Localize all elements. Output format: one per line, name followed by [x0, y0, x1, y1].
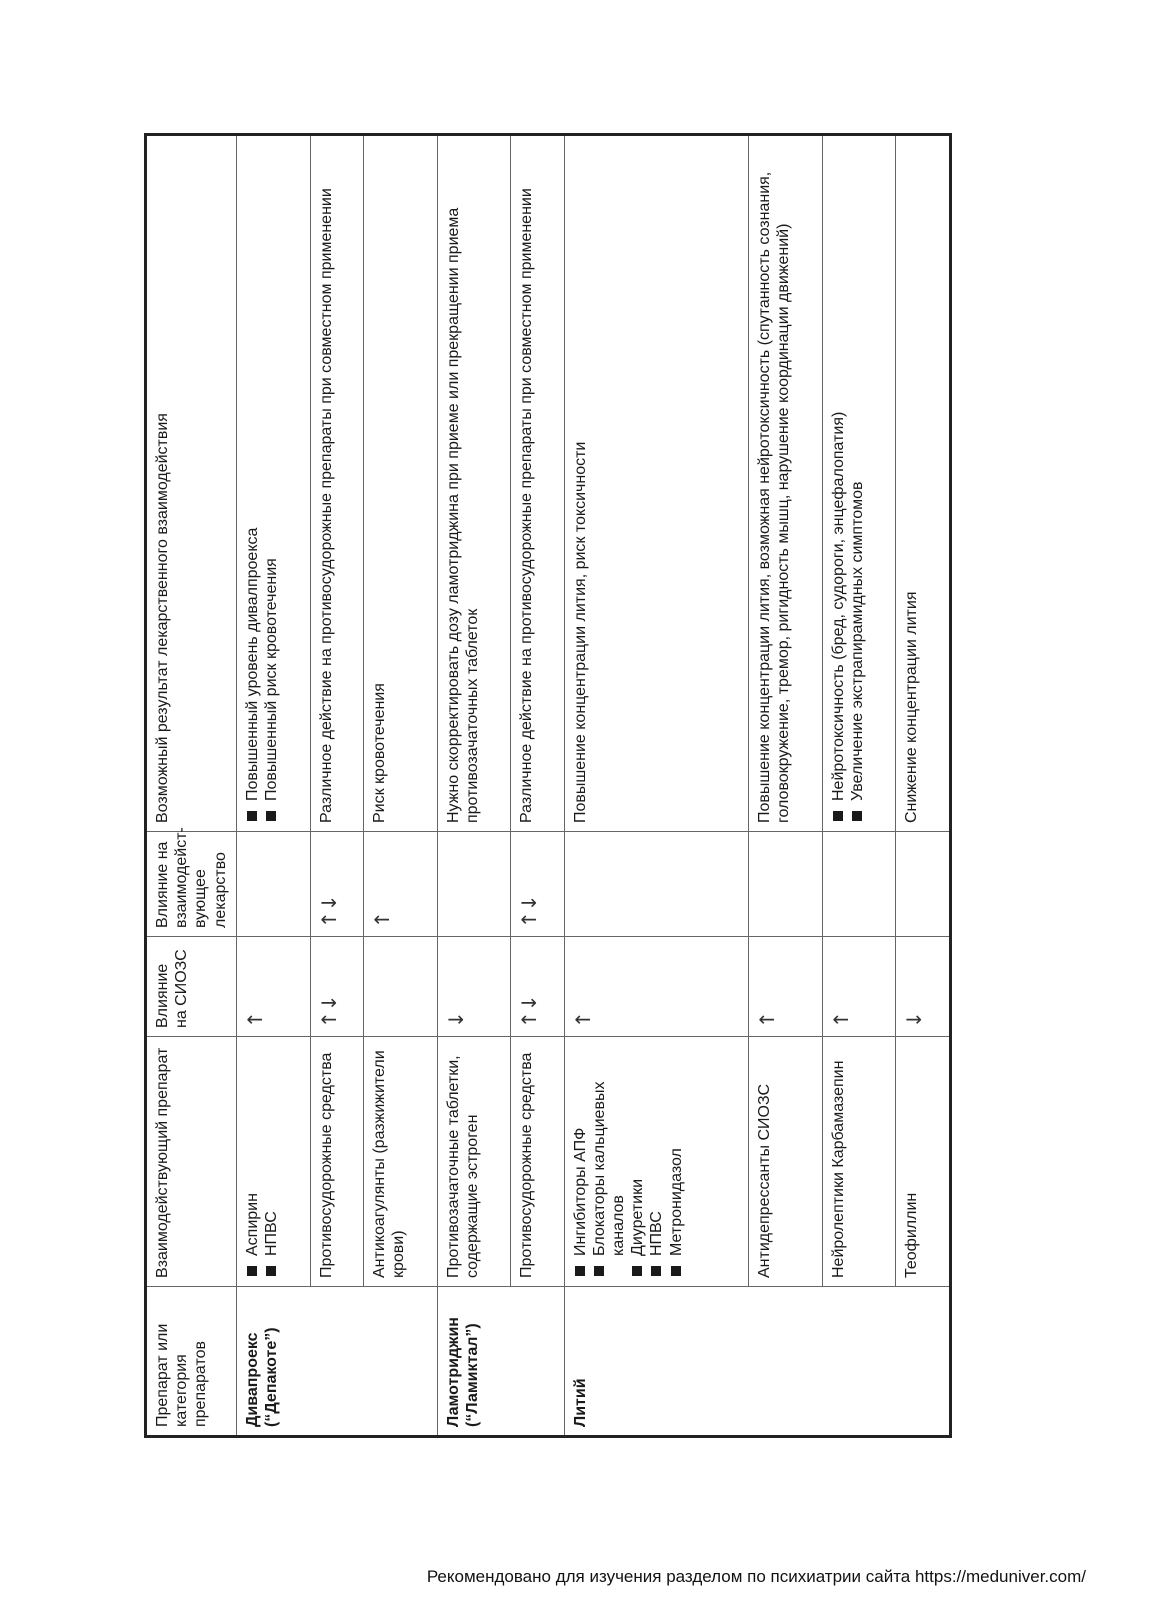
- effect-other-cell: ↑: [363, 832, 437, 937]
- effect-other-cell: [437, 832, 511, 937]
- table-row: [896, 135, 951, 1437]
- interacting-list: [243, 1045, 281, 1278]
- table-row: [310, 135, 363, 1437]
- header-drug: Препарат или категория препаратов: [146, 1287, 237, 1437]
- list-item: НПВС: [262, 1045, 281, 1278]
- interacting-cell: Противосудорожные средства: [511, 1037, 564, 1287]
- effect-other-cell: ↑↓: [310, 832, 363, 937]
- table-row: [822, 135, 896, 1437]
- table-row: [437, 135, 511, 1437]
- rotated-table-frame: [144, 133, 954, 1440]
- result-cell: Различное действие на противосудорожные препараты при совместном применении: [310, 135, 363, 832]
- list-item: Ингибиторы АПФ: [571, 1045, 590, 1278]
- effect-ssri-cell: ↓: [437, 937, 511, 1037]
- effect-ssri-cell: ↓: [896, 937, 951, 1037]
- result-cell: [236, 135, 310, 832]
- header-effect-ssri: Влияние на СИОЗС: [146, 937, 237, 1037]
- result-cell: Риск кровотечения: [363, 135, 437, 832]
- result-cell: Повышение концентрации лития, риск токсичности: [564, 135, 748, 832]
- result-list: [829, 144, 867, 823]
- interacting-cell: Нейролептики Карбамазепин: [822, 1037, 896, 1287]
- mood-stabilizers-table: [144, 133, 952, 1438]
- rotated-content: [144, 133, 952, 1438]
- footer-note: Рекомендовано для изучения разделом по психиатрии сайта https://meduniver.com/: [426, 1567, 1086, 1586]
- header-effect-other: Влияние на взаимодейст-вующее лекарство: [146, 832, 237, 937]
- table-body: [236, 135, 950, 1437]
- table-header-row: [146, 135, 237, 1437]
- list-item: НПВС: [647, 1045, 666, 1278]
- interacting-list: [571, 1045, 686, 1278]
- list-item: Нейротоксичность (бред, судороги, энцефалопатия): [829, 144, 848, 823]
- interacting-cell: Антидепрессанты СИОЗС: [748, 1037, 822, 1287]
- list-item: Аспирин: [243, 1045, 262, 1278]
- result-cell: Снижение концентрации лития: [896, 135, 951, 832]
- table-row: [511, 135, 564, 1437]
- list-item: Блокаторы кальциевых каналов: [590, 1045, 628, 1278]
- interacting-cell: Теофиллин: [896, 1037, 951, 1287]
- list-item: Повышенный риск кровотечения: [262, 144, 281, 823]
- effect-other-cell: [748, 832, 822, 937]
- table-row: [564, 135, 748, 1437]
- effect-other-cell: ↑↓: [511, 832, 564, 937]
- effect-other-cell: [896, 832, 951, 937]
- effect-ssri-cell: ↑: [748, 937, 822, 1037]
- effect-ssri-cell: ↑: [236, 937, 310, 1037]
- list-item: Метронидазол: [667, 1045, 686, 1278]
- effect-other-cell: [822, 832, 896, 937]
- drug-cell: Ламотриджин (“Ламиктал”): [437, 1287, 564, 1437]
- result-cell: Нужно скорректировать дозу ламотриджина при приеме или прекращении приема противозачаточных таблеток: [437, 135, 511, 832]
- list-item: Увеличение экстрапирамидных симптомов: [848, 144, 867, 823]
- interacting-cell: [236, 1037, 310, 1287]
- drug-cell: Литий: [564, 1287, 950, 1437]
- effect-other-cell: [236, 832, 310, 937]
- table-row: [363, 135, 437, 1437]
- interacting-cell: Антикоагулянты (разжижители крови): [363, 1037, 437, 1287]
- list-item: Повышенный уровень дивалпроекса: [243, 144, 262, 823]
- result-cell: Повышение концентрации лития, возможная нейротоксичность (спутанность сознания, головокружение, тремор, ригидность мышц, нарушение координации движений): [748, 135, 822, 832]
- list-item: Диуретики: [628, 1045, 647, 1278]
- effect-ssri-cell: ↑↓: [310, 937, 363, 1037]
- table-row: [748, 135, 822, 1437]
- interacting-cell: [564, 1037, 748, 1287]
- effect-ssri-cell: ↑: [822, 937, 896, 1037]
- table-row: [236, 135, 310, 1437]
- effect-ssri-cell: ↑↓: [511, 937, 564, 1037]
- result-list: [243, 144, 281, 823]
- effect-other-cell: [564, 832, 748, 937]
- effect-ssri-cell: ↑: [564, 937, 748, 1037]
- interacting-cell: Противозачаточные таблетки, содержащие эстроген: [437, 1037, 511, 1287]
- figure-caption: [955, 560, 995, 1030]
- result-cell: Различное действие на противосудорожные препараты при совместном применении: [511, 135, 564, 832]
- header-result: Возможный результат лекарственного взаимодействия: [146, 135, 237, 832]
- interacting-cell: Противосудорожные средства: [310, 1037, 363, 1287]
- effect-ssri-cell: [363, 937, 437, 1037]
- header-interacting: Взаимодействующий препарат: [146, 1037, 237, 1287]
- result-cell: [822, 135, 896, 832]
- drug-cell: Дивапроекс (“Депакоте”): [236, 1287, 437, 1437]
